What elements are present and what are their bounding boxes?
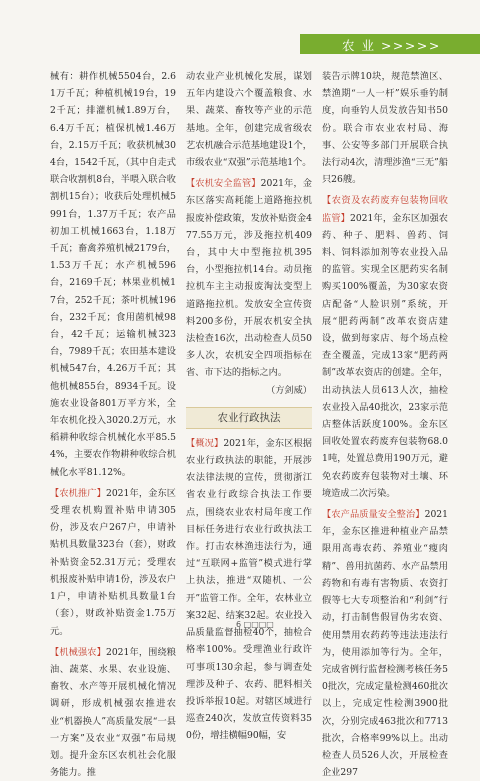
chapter-heading: 农业行政执法 — [186, 407, 312, 429]
section-body: 2021年，金东区落实高耗能上道路拖拉机报废补偿政策，发放补贴资金477.55万元，涉及拖拉机409台，其中大中型拖拉机395台，小型拖拉机14台。动员拖拉机车主主动报废淘汰变型上道路拖拉机。发放安全宣传资料200多份，开展农机安全执法检查16次，出动检查人员50多人次，农机安全四项指标在省、市下达的指标之内。 — [186, 178, 312, 379]
section-title: 【农机推广】 — [50, 487, 106, 499]
column-3 — [322, 68, 448, 781]
section-body: 2021年，围绕粮油、蔬菜、水果、农业设施、畜牧、水产等开展机械化情况调研，形成机械强农推进农业“机器换人”高质量发展“一县一方案”及农业“双强”布局规划。提升金东区农机社会化服务能力。推 — [50, 646, 176, 779]
column-2 — [186, 68, 312, 745]
section-title: 【概况】 — [186, 437, 224, 449]
section-body: 2021年，金东区推进种植业产品禁限用高毒农药、养殖业“瘦肉精”、兽用抗菌药、水产品禁用药物和有毒有害物质、农资打假等七大专项整治和“利剑”行动，打击制售假冒伪劣农资、使用禁用农药药等违法违法行为，使用添加等行为。全年，完成省例行监督检测考核任务50批次，完成定量检测460批次以上，完成定性检测3900批次，分别完成463批次和7713批次，合格率99%以上。出动检查人员526人次，开展检查企业297 — [322, 509, 448, 779]
section-body: 2021年，金东区根据农业行政执法的职能，开展涉农法律法规的宣传，贯彻浙江省农业行政综合执法工作要点，围绕农业农村局年度工作目标任务进行农业行政执法工作。打击农林渔违法行为，通过“互联网+监管”模式进行掌上执法，推进“双随机、一公开”监管工作。全年，农林业立案32起、结案32起。农业投入品质量监督抽检40个，抽检合格率100%。受理渔业行政许可事项130余起，参与调查处理涉及种子、农药、肥料相关投诉举报10起。对辖区域进行巡查240次，发放宣传资料350份，增挂横幅90幅，安 — [186, 437, 312, 742]
header-bar — [300, 34, 480, 54]
section-title: 【农机安全监管】 — [186, 178, 261, 190]
section-nongji-anquan — [186, 175, 312, 381]
section-title: 【农资及农药废弃包装物回收监管】 — [322, 195, 448, 224]
column-1 — [50, 68, 176, 781]
section-title: 【农产品质量安全整治】 — [322, 509, 425, 521]
section-gaikuang — [186, 435, 312, 745]
section-title: 【机械强农】 — [50, 646, 106, 658]
section-zhiliang-anquan — [322, 506, 448, 781]
paragraph: 械有：耕作机械5504台，2.61万千瓦；种植机械19台，192千瓦；排灌机械1.89万台，6.4万千瓦；植保机械1.46万台，2.15万千瓦；收获机械304台，1542千瓦，（其中自走式联合收割机8台，半喂入联合收割机15台）；收获后处理机械5991台，1.37万千瓦；农产品初加工机械1663台，1.18万千瓦；畜禽养殖机械2179台，1.53万千瓦；水产机械596台，2169千瓦；林果业机械17台，252千瓦；茶叶机械196台，232千瓦；食用菌机械98台，42千瓦；运输机械323台，7989千瓦；农田基本建设机械547台，4.26万千瓦；其他机械855台，8934千瓦。设施农业设备801万平方米，全年农机化投入3020.2万元，水稻耕种收综合机械化水平85.54%，主要农作物耕种收综合机械化水平81.12%。 — [50, 71, 176, 478]
section-header-label: 农 业 >>>>> — [342, 38, 441, 53]
paragraph: 动农业产业机械化发展，谋划五年内建设六个覆盖粮食、水果、蔬菜、畜牧等产业的示范基地。全年，创建完成省级农艺农机融合示范基地建设1个，市级农业“双强”示范基地1个。 — [186, 71, 312, 169]
section-nongji-tuiguang — [50, 485, 176, 640]
section-nongzi-huishou — [322, 192, 448, 502]
author-signature: （方剑威） — [266, 384, 312, 396]
page-footer: 6 □□□□ — [236, 620, 274, 629]
section-jixie-qiangnong — [50, 644, 176, 781]
section-body: 2021年，金东区加强农药、种子、肥料、兽药、饲料、饲料添加剂等农业投入品的监管。实现全区肥药实名制购买100%覆盖，为30家农资店配备“人脸识别”系统，开展“肥药两制”改革农资店建设，做到每家店、每个场点检查全覆盖，完成13家“肥药两制”改革农资店的创建。全年，出动执法人员613人次，抽检农业投入品40批次，23家示范店整体活跃度100%。金东区回收处置农药废弃包装物68.01吨，处置总费用190万元，避免农药废弃包装物对土壤、环境造成二次污染。 — [322, 212, 448, 499]
section-body: 2021年，金东区受理农机购置补贴申请305份，涉及农户267户，申请补贴机具数量323台（套），财政补贴资金52.31万元；受理农机报废补贴申请1份，涉及农户1户，申请补贴机具数量1台（套），财政补贴资金1.75万元。 — [50, 487, 176, 637]
paragraph: 装告示牌10块，规范禁渔区、禁渔期“一人一杆”娱乐垂钓制度，向垂钓人员发放告知书50份。联合市农业农村局、海事、公安等多部门开展联合执法行动4次，清理涉渔“三无”船只26艘。 — [322, 71, 448, 186]
